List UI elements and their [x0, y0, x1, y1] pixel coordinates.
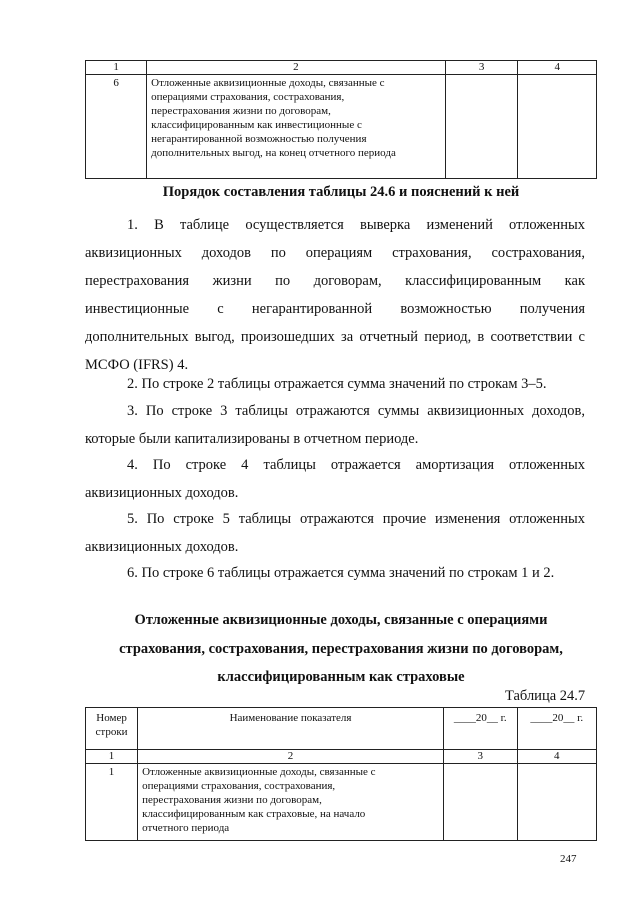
row-line: Отложенные аквизиционные доходы, связанные с — [142, 766, 376, 778]
row-value-col-4 — [518, 75, 597, 179]
row-line: отчетного периода — [142, 822, 230, 834]
row-value-col-3 — [443, 764, 517, 841]
paragraph-line: которые были капитализированы в отчетном периоде. — [85, 431, 419, 447]
table-title-line: страхования, сострахования, перестрахования жизни по договорам, — [119, 641, 563, 657]
col-2-header: 2 — [147, 61, 446, 75]
paragraph-1 — [85, 211, 585, 379]
paragraph-5 — [85, 505, 585, 561]
row-line: классифицированным как страховые, на начало — [142, 808, 366, 820]
row-line: перестрахования жизни по договорам, — [142, 794, 322, 806]
col-3-header: 3 — [443, 750, 517, 764]
paragraph-line: 4. По строке 4 таблицы отражается амортизация отложенных — [127, 457, 585, 473]
paragraph-3 — [85, 397, 585, 453]
row-line: классифицированным как инвестиционные с — [151, 119, 362, 131]
section-heading: Порядок составления таблицы 24.6 и пояснений к ней — [162, 184, 520, 200]
col-4-header: 4 — [518, 61, 597, 75]
row-description — [147, 75, 446, 179]
period-1-heading: ____20__ г. — [443, 708, 517, 750]
row-line: негарантированной возможностью получения — [151, 133, 367, 145]
row-line: перестрахования жизни по договорам, — [151, 105, 331, 117]
row-line: Отложенные аквизиционные доходы, связанные с — [151, 77, 385, 89]
table-caption: Таблица 24.7 — [505, 688, 586, 704]
row-number: 6 — [86, 75, 147, 179]
paragraph-line: инвестиционные с негарантированной возможностью получения — [85, 301, 585, 317]
row-line: дополнительных выгод, на конец отчетного периода — [151, 147, 396, 159]
paragraph-line: 1. В таблице осуществляется выверка изменений отложенных — [127, 217, 585, 233]
row-description — [138, 764, 444, 841]
row-number-heading — [86, 708, 138, 750]
paragraph-line: 6. По строке 6 таблицы отражается сумма значений по строкам 1 и 2. — [127, 565, 555, 581]
period-2-heading: ____20__ г. — [517, 708, 596, 750]
row-value-col-4 — [517, 764, 596, 841]
col-1-header: 1 — [86, 61, 147, 75]
paragraph-line: аквизиционных доходов по операциям страхования, сострахования, — [85, 245, 585, 261]
paragraph-2 — [127, 370, 585, 398]
table-title-line: Отложенные аквизиционные доходы, связанные с операциями — [134, 612, 548, 628]
table-header-row — [86, 750, 597, 764]
table-row — [86, 75, 597, 179]
table-header-row — [86, 61, 597, 75]
table-column-headings — [86, 708, 597, 750]
row-number: 1 — [86, 764, 138, 841]
paragraph-line: дополнительных выгод, произошедших за отчетный период, в соответствии с — [85, 329, 585, 345]
row-line: операциями страхования, сострахования, — [151, 91, 345, 103]
table-24-7 — [85, 707, 597, 841]
paragraph-line: 5. По строке 5 таблицы отражаются прочие изменения отложенных — [127, 511, 585, 527]
paragraph-line: аквизиционных доходов. — [85, 485, 239, 501]
table-24-6-continuation — [85, 60, 597, 179]
paragraph-line: аквизиционных доходов. — [85, 539, 239, 555]
indicator-name-heading: Наименование показателя — [138, 708, 444, 750]
col-1-header: 1 — [86, 750, 138, 764]
paragraph-6 — [127, 559, 585, 587]
heading-line: Номер — [96, 712, 127, 724]
table-title-line: классифицированным как страховые — [217, 669, 465, 685]
paragraph-4 — [85, 451, 585, 507]
paragraph-line: МСФО (IFRS) 4. — [85, 357, 189, 373]
heading-line: строки — [95, 726, 128, 738]
paragraph-line: перестрахования жизни по договорам, классифицированным как — [85, 273, 585, 289]
table-row — [86, 764, 597, 841]
col-4-header: 4 — [517, 750, 596, 764]
paragraph-line: 2. По строке 2 таблицы отражается сумма значений по строкам 3–5. — [127, 376, 547, 392]
row-line: операциями страхования, сострахования, — [142, 780, 336, 792]
page-number: 247 — [560, 853, 577, 865]
row-value-col-3 — [445, 75, 518, 179]
paragraph-line: 3. По строке 3 таблицы отражаются суммы аквизиционных доходов, — [127, 403, 585, 419]
col-2-header: 2 — [138, 750, 444, 764]
col-3-header: 3 — [445, 61, 518, 75]
